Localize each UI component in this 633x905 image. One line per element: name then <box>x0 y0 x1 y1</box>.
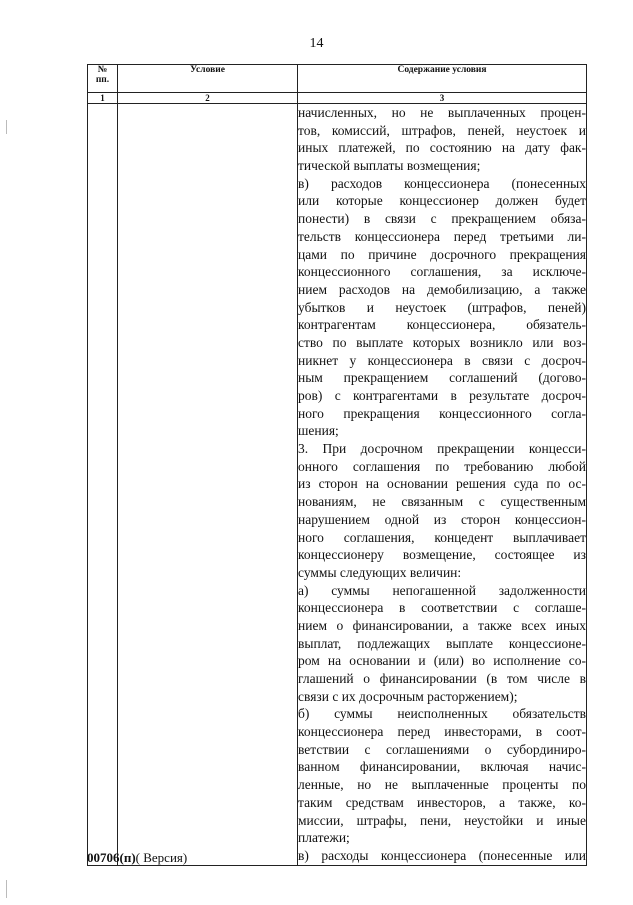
content-line: платежи; <box>298 830 350 846</box>
column-index-row <box>88 93 587 104</box>
content-line: нием о финансировании, а также всех иных <box>298 617 586 633</box>
content-line: никнет у концессионера в связи с досроч- <box>298 352 586 368</box>
content-line: глашений о финансировании (в том числе в <box>298 671 586 686</box>
cell-number <box>88 104 118 866</box>
content-line: ного прекращения концессионного согла- <box>298 405 586 421</box>
content-line: иных платежей, по состоянию на дату фак- <box>298 140 586 156</box>
content-line: таким средствам инвесторов, а также, ко- <box>298 794 586 810</box>
content-line: тельств концессионера перед третьими ли- <box>298 228 586 244</box>
content-line: нарушением одной из сторон концессион- <box>298 511 586 527</box>
content-line: б) суммы неисполненных обязательств <box>298 706 586 722</box>
content-line: начисленных, но не выплаченных процен- <box>298 105 586 120</box>
scan-mark <box>6 120 7 134</box>
content-line: суммы следующих величин: <box>298 564 462 580</box>
content-line: в) расходы концессионера (понесенные или <box>298 847 586 863</box>
content-line: а) суммы непогашенной задолженности <box>298 582 586 598</box>
content-line: концессионеру возмещение, состоящее из <box>298 547 586 563</box>
content-line: концессионера в соответствии с соглаше- <box>298 600 586 616</box>
header-number-label: № пп. <box>95 65 110 85</box>
column-index: 1 <box>88 93 118 104</box>
scan-mark <box>6 880 7 898</box>
column-index: 3 <box>298 93 587 104</box>
page-number: 14 <box>309 36 324 51</box>
cell-content <box>298 104 587 866</box>
cell-condition <box>118 104 298 866</box>
content-line: ванном финансировании, включая начис- <box>298 759 586 775</box>
content-line: концессионного соглашения, за исключе- <box>298 264 586 280</box>
content-line: концессионера перед инвесторами, в соот- <box>298 724 586 740</box>
content-text <box>298 104 586 865</box>
content-line: ленные, но не выплаченные проценты по <box>298 777 586 793</box>
table-header-row <box>88 65 587 93</box>
content-line: или которые концессионер должен будет <box>298 193 586 209</box>
content-line: онного соглашения по требованию любой <box>298 458 586 474</box>
content-line: ство по выплате которых возникло или воз- <box>298 334 586 350</box>
content-line: понести) в связи с прекращением обяза- <box>298 211 586 227</box>
content-line: в) расходов концессионера (понесенных <box>298 175 586 191</box>
document-version: ( Версия) <box>135 850 188 865</box>
header-condition: Условие <box>118 65 298 93</box>
content-line: связи с их досрочным расторжением); <box>298 688 518 704</box>
content-line: выплат, подлежащих выплате концессионе- <box>298 635 586 651</box>
content-line: ром на основании и (или) во исполнение со- <box>298 653 586 669</box>
content-line: ным прекращением соглашений (догово- <box>298 370 586 386</box>
content-line: тической выплаты возмещения; <box>298 158 481 174</box>
table-row <box>88 104 587 866</box>
content-line: нием расходов на демобилизацию, а также <box>298 281 586 297</box>
content-line: нованиям, не связанным с существенным <box>298 494 586 510</box>
conditions-table <box>87 64 587 866</box>
content-line: миссии, штрафы, пени, неустойки и иные <box>298 812 586 828</box>
content-line: ров) с контрагентами в результате досроч- <box>298 388 586 403</box>
content-line: ного соглашения, концедент выплачивает <box>298 529 586 545</box>
content-line: ветствии с соглашениями о субординиро- <box>298 741 586 757</box>
content-line: тов, комиссий, штрафов, пеней, неустоек и <box>298 122 586 138</box>
content-line: из сторон на основании решения суда по ос- <box>298 476 586 492</box>
content-line: 3. При досрочном прекращении концесси- <box>298 441 586 457</box>
header-content: Содержание условия <box>298 65 587 93</box>
header-number <box>88 65 118 93</box>
document-footer <box>87 850 187 866</box>
content-line: шения; <box>298 423 339 439</box>
document-code: 00706(п) <box>87 850 136 865</box>
content-line: цами по причине досрочного прекращения <box>298 246 586 262</box>
content-line: убытков и неустоек (штрафов, пеней) <box>298 299 586 315</box>
column-index: 2 <box>118 93 298 104</box>
content-line: контрагентам концессионера, обязатель- <box>298 317 586 333</box>
